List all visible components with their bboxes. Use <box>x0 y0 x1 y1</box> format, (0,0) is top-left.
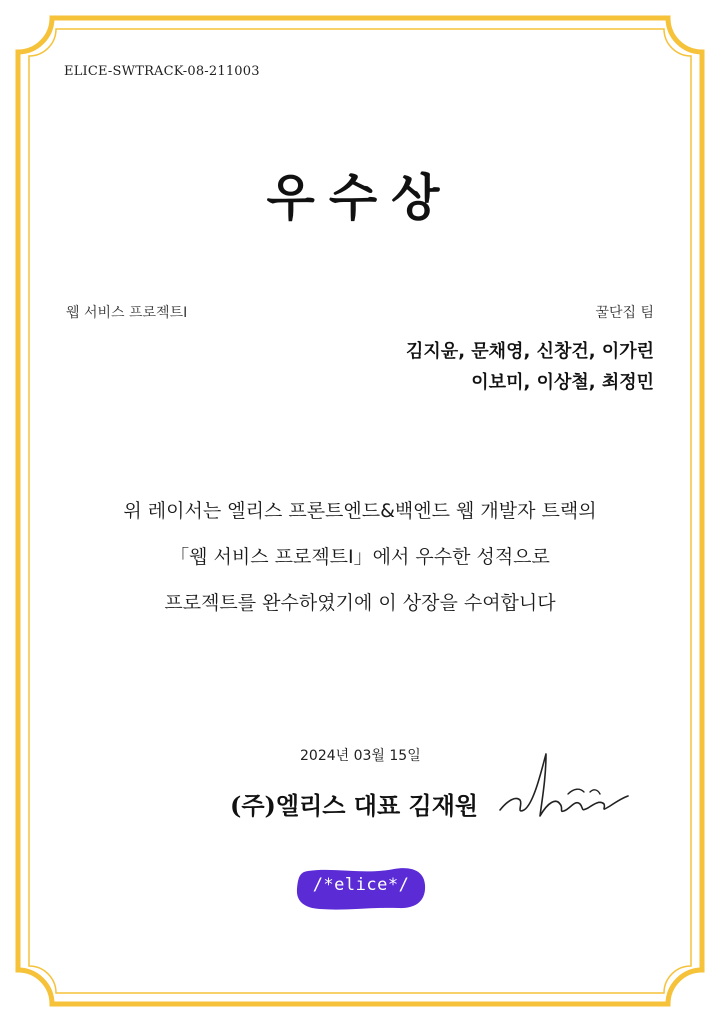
statement-line-3: 프로젝트를 완수하였기에 이 상장을 수여합니다 <box>164 592 556 614</box>
issue-date: 2024년 03월 15일 <box>300 748 421 764</box>
members-line-2: 이보미, 이상철, 최정민 <box>471 372 654 393</box>
issuer-name: (주)엘리스 대표 김재원 <box>230 791 479 820</box>
award-statement <box>0 488 720 626</box>
logo-text: /*elice*/ <box>312 875 410 895</box>
award-title: 우수상 <box>266 168 454 227</box>
project-name: 웹 서비스 프로젝트I <box>66 305 188 321</box>
team-name: 꿀단집 팀 <box>595 305 654 321</box>
team-members <box>406 336 654 398</box>
elice-logo <box>294 865 428 913</box>
members-line-1: 김지윤, 문채영, 신창건, 이가린 <box>406 341 654 362</box>
certificate-id: ELICE-SWTRACK-08-211003 <box>64 64 260 79</box>
handwritten-signature <box>490 748 630 828</box>
statement-line-2: 「웹 서비스 프로젝트I」에서 우수한 성적으로 <box>170 546 550 568</box>
statement-line-1: 위 레이서는 엘리스 프론트엔드&백엔드 웹 개발자 트랙의 <box>123 500 597 522</box>
